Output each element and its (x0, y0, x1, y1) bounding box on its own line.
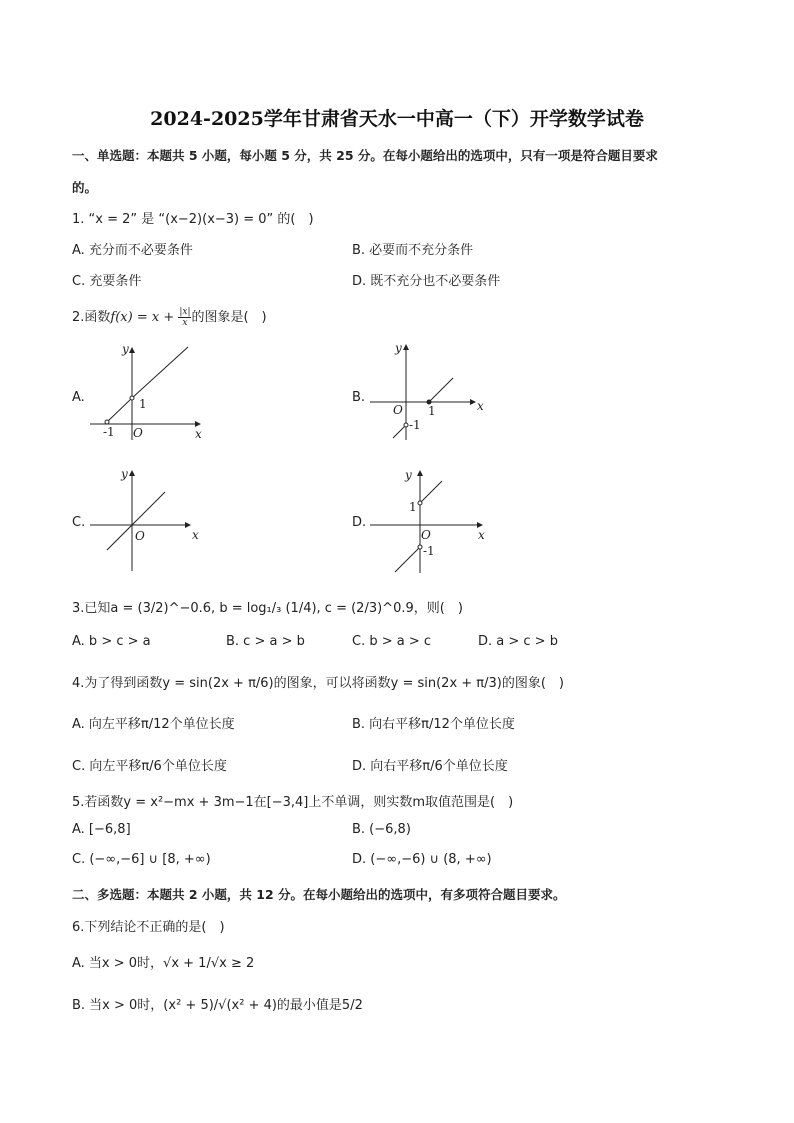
q2-prefix: 2.函数 (72, 310, 111, 325)
q1-option-c: C. 充要条件 (72, 274, 142, 289)
q6-option-b: B. 当x > 0时，(x² + 5)/√(x² + 4)的最小值是5/2 (72, 998, 363, 1013)
y-label: y (395, 341, 402, 355)
q1-option-b: B. 必要而不充分条件 (352, 243, 474, 258)
x-label: x (195, 427, 202, 441)
x-label: x (477, 399, 484, 413)
open-point (418, 501, 422, 505)
origin-label: O (133, 426, 143, 440)
q1-option-d: D. 既不充分也不必要条件 (352, 274, 501, 289)
y-label: y (121, 467, 128, 481)
q2-frac-den: x (182, 318, 188, 328)
origin-label: O (135, 529, 145, 543)
q2-function: f(x) = x + (110, 310, 179, 325)
q5-option-a: A. [−6,8] (72, 822, 131, 837)
q4-option-c: C. 向左平移π/6个单位长度 (72, 759, 227, 774)
origin-label: O (393, 403, 403, 417)
q2-graph-b (365, 340, 495, 445)
open-point (105, 420, 109, 424)
q2-fraction (178, 307, 191, 328)
question-4-stem: 4.为了得到函数y = sin(2x + π/6)的图象，可以将函数y = sin(2x + π/3)的图象( ) (72, 676, 564, 691)
q5-option-c: C. (−∞,−6] ∪ [8, +∞) (72, 852, 211, 867)
open-point (404, 423, 408, 427)
q1-option-a: A. 充分而不必要条件 (72, 243, 193, 258)
q2-graph-d (365, 463, 495, 575)
open-point (418, 545, 422, 549)
question-2-stem (72, 306, 267, 328)
q2-graph-c (85, 463, 215, 573)
section-1-heading-cont: 的。 (72, 180, 98, 195)
q3-option-a: A. b > c > a (72, 634, 151, 649)
question-1-stem: 1. “x = 2” 是 “(x−2)(x−3) = 0” 的( ) (72, 212, 314, 227)
q3-option-c: C. b > a > c (352, 634, 432, 649)
tick-1: 1 (409, 500, 417, 514)
question-3-stem: 3.已知a = (3/2)^−0.6, b = log₁/₃ (1/4), c = (2/3)^0.9，则( ) (72, 601, 463, 616)
x-label: x (478, 528, 485, 542)
y-label: y (405, 468, 412, 482)
tick-neg-1: -1 (409, 418, 421, 432)
graph-line-left (393, 425, 406, 438)
graph-line-right (429, 378, 453, 402)
q2-frac-num: |x| (179, 307, 191, 317)
q2-graph-a (85, 340, 215, 445)
q5-option-d: D. (−∞,−6) ∪ (8, +∞) (352, 852, 492, 867)
q4-option-a: A. 向左平移π/12个单位长度 (72, 717, 235, 732)
y-label: y (122, 342, 129, 356)
tick-1: 1 (139, 397, 147, 411)
q3-option-b: B. c > a > b (226, 634, 305, 649)
q2-option-a-label: A. (72, 390, 85, 405)
origin-label: O (421, 528, 431, 542)
question-5-stem: 5.若函数y = x²−mx + 3m−1在[−3,4]上不单调，则实数m取值范围是( ) (72, 795, 514, 810)
section-2-heading: 二、多选题：本题共 2 小题，共 12 分。在每小题给出的选项中，有多项符合题目要求。 (72, 887, 566, 902)
graph-line-left (395, 547, 420, 572)
q2-option-c-label: C. (72, 515, 86, 530)
q2-option-b-label: B. (352, 390, 366, 405)
section-1-heading: 一、单选题：本题共 5 小题，每小题 5 分，共 25 分。在每小题给出的选项中，只有一项是符合题目要求 (72, 148, 658, 163)
tick-1: 1 (428, 404, 436, 418)
x-label: x (192, 528, 199, 542)
tick-neg-1: -1 (423, 544, 435, 558)
open-point (130, 396, 134, 400)
graph-line-right (132, 347, 188, 398)
graph-line-left (107, 398, 132, 422)
q3-option-d: D. a > c > b (478, 634, 558, 649)
graph-line-right (420, 481, 442, 503)
q2-suffix: 的图象是( ) (191, 310, 267, 325)
q2-option-d-label: D. (352, 515, 367, 530)
page-title: 2024-2025学年甘肃省天水一中高一（下）开学数学试卷 (150, 108, 644, 130)
tick-neg-1: -1 (103, 425, 115, 439)
q5-option-b: B. (−6,8) (352, 822, 411, 837)
q6-option-a: A. 当x > 0时，√x + 1/√x ≥ 2 (72, 956, 255, 971)
q4-option-d: D. 向右平移π/6个单位长度 (352, 759, 508, 774)
question-6-stem: 6.下列结论不正确的是( ) (72, 920, 225, 935)
q4-option-b: B. 向右平移π/12个单位长度 (352, 717, 515, 732)
